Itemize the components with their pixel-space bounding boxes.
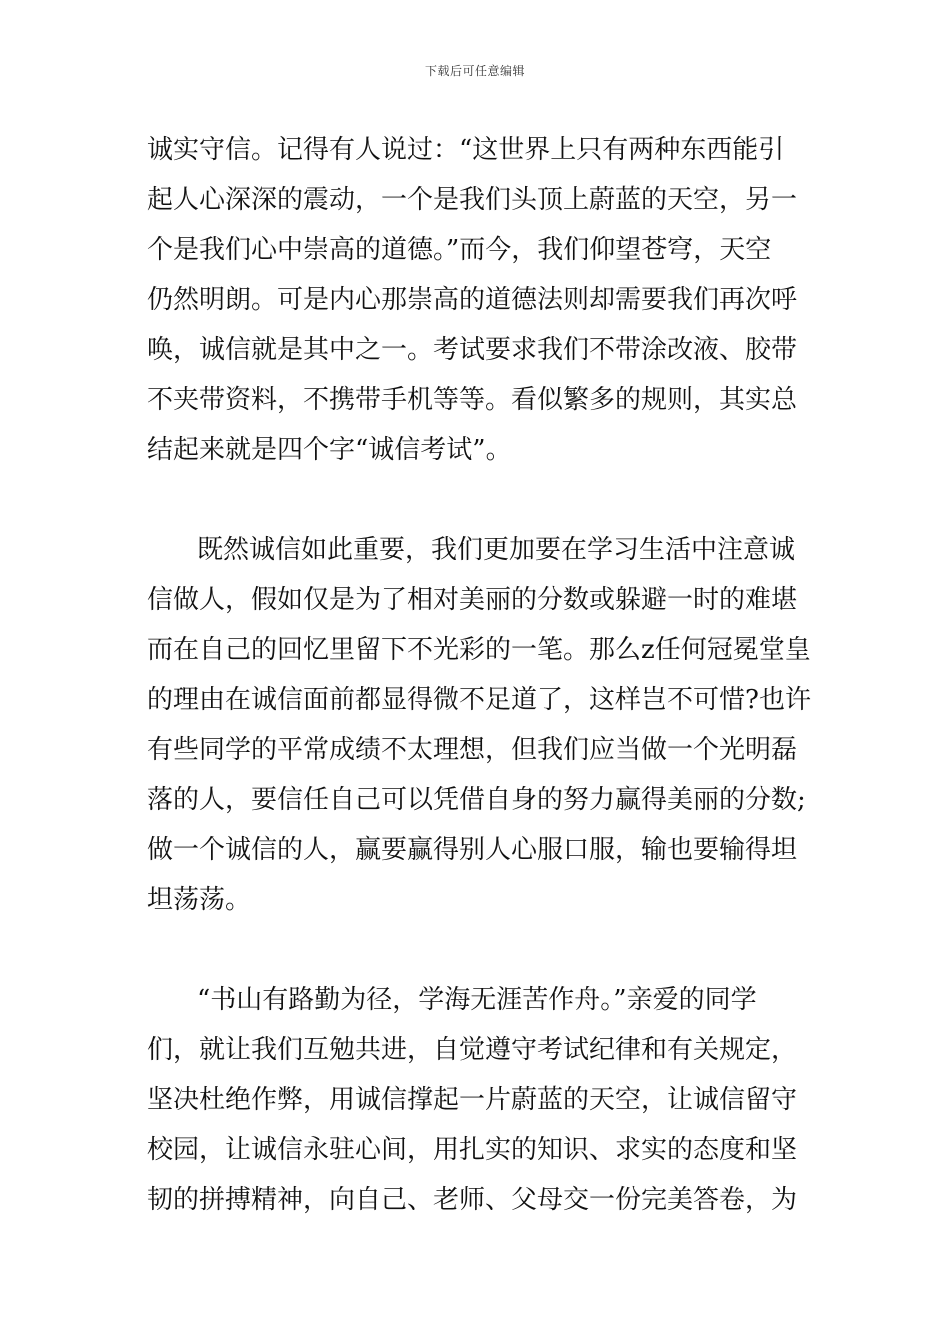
paragraph-1-line-4: 仍然明朗。可是内心那崇高的道德法则却需要我们再次呼	[147, 285, 798, 315]
paragraph-2-line-6: 落的人，要信任自己可以凭借自身的努力赢得美丽的分数;	[147, 785, 806, 815]
paragraph-3-line-5: 韧的拼搏精神，向自己、老师、父母交一份完美答卷，为	[147, 1185, 798, 1215]
paragraph-2-line-5: 有些同学的平常成绩不太理想，但我们应当做一个光明磊	[147, 735, 798, 765]
paragraph-1-line-3: 个是我们心中崇高的道德。”而今，我们仰望苍穹，天空	[147, 235, 772, 265]
paragraph-3-line-4: 校园，让诚信永驻心间，用扎实的知识、求实的态度和坚	[147, 1135, 798, 1165]
paragraph-2-line-4: 的理由在诚信面前都显得微不足道了，这样岂不可惜?也许	[147, 685, 811, 715]
paragraph-1-line-1: 诚实守信。记得有人说过：“这世界上只有两种东西能引	[147, 135, 785, 165]
paragraph-3-line-1: “书山有路勤为径，学海无涯苦作舟。”亲爱的同学	[197, 985, 757, 1015]
paragraph-1-line-6: 不夹带资料，不携带手机等等。看似繁多的规则，其实总	[147, 385, 798, 415]
paragraph-2-line-8: 坦荡荡。	[147, 885, 252, 915]
paragraph-3-line-2: 们，就让我们互勉共进，自觉遵守考试纪律和有关规定，	[147, 1035, 798, 1065]
paragraph-1-line-2: 起人心深深的震动，一个是我们头顶上蔚蓝的天空，另一	[147, 185, 798, 215]
paragraph-2-line-2: 信做人，假如仅是为了相对美丽的分数或躲避一时的难堪	[147, 585, 798, 615]
paragraph-2-line-3: 而在自己的回忆里留下不光彩的一笔。那么z任何冠冕堂皇	[147, 635, 811, 665]
page-header-note: 下载后可任意编辑	[424, 64, 525, 78]
paragraph-2-line-1: 既然诚信如此重要，我们更加要在学习生活中注意诚	[197, 535, 796, 565]
paragraph-2-line-7: 做一个诚信的人，赢要赢得别人心服口服，输也要输得坦	[147, 835, 798, 865]
paragraph-1-line-5: 唤，诚信就是其中之一。考试要求我们不带涂改液、胶带	[147, 335, 798, 365]
paragraph-3-line-3: 坚决杜绝作弊，用诚信撑起一片蔚蓝的天空，让诚信留守	[147, 1085, 798, 1115]
paragraph-1-line-7: 结起来就是四个字“诚信考试”。	[147, 435, 512, 465]
